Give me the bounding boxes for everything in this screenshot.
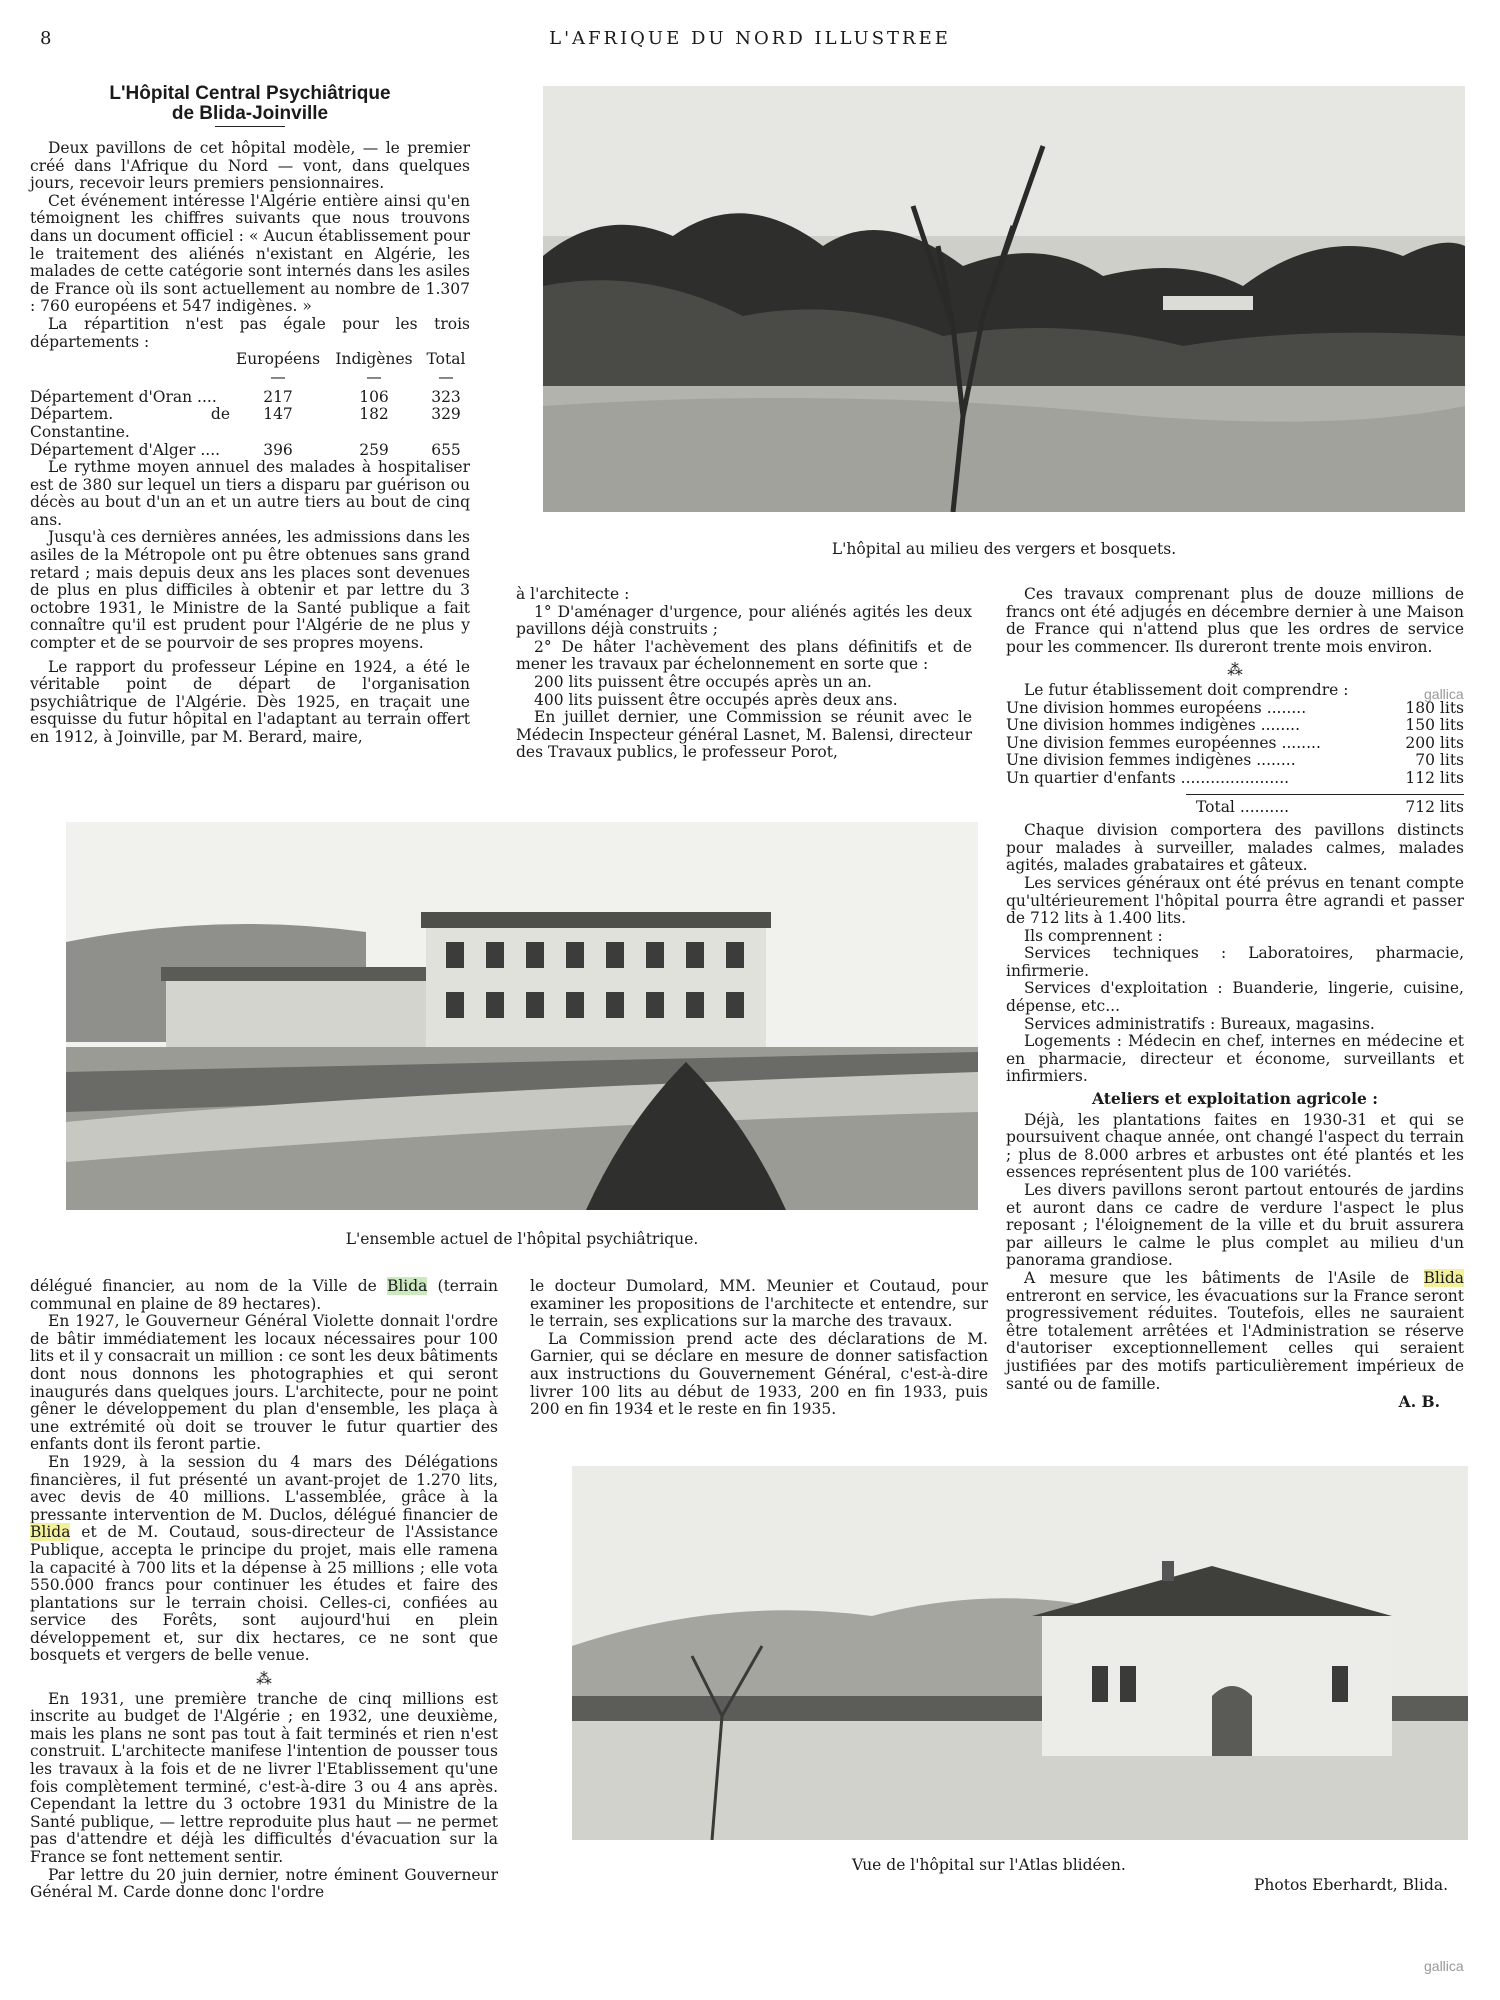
list-item <box>1006 752 1464 770</box>
list-item <box>1006 735 1464 753</box>
text-span: et de M. Coutaud, sous-directeur de l'Assistance Publique, accepta le principe du projet, mais elle ramena la capacité à 700 lits et la dépense à 25 millions ; elle vota 550.000 francs pour continuer les études et faire des plantations sur le terrain choisi. Celles-ci, confiées au service des Forêts, sont aujourd'hui en plein développement et, sur dix hectares, ce ne sont que bosquets et vergers de belle venue. <box>30 1523 498 1665</box>
signature: A. B. <box>1398 1392 1440 1412</box>
lits-total-value: 712 lits <box>1405 797 1464 816</box>
list-item <box>1006 700 1464 718</box>
lits-value: 150 lits <box>1405 716 1464 735</box>
highlight-blida: Blida <box>1423 1268 1464 1287</box>
title-rule <box>215 126 285 127</box>
photo-ensemble-image <box>66 822 978 1210</box>
table-row <box>30 406 470 441</box>
cell-total: 323 <box>431 387 461 406</box>
paragraph: La Commission prend acte des déclarations de M. Garnier, qui se déclare en mesure de donner satisfaction aux instructions du Gouvernement Général, c'est-à-dire livrer 100 lits au début de 1933, 200 en fin 1933, puis 200 en fin 1934 et le reste en fin 1935. <box>530 1329 988 1419</box>
paragraph: Les services généraux ont été prévus en tenant compte qu'ultérieurement l'hôpital pourra être agrandi et passer de 712 lits à 1.400 lits. <box>1006 873 1464 928</box>
lits-label: Une division femmes indigènes <box>1006 751 1252 770</box>
total-rule <box>1186 794 1464 795</box>
table-row <box>30 389 470 407</box>
paragraph: Chaque division comportera des pavillons distincts pour malades à surveiller, malades calmes, malades agités, malades grabataires et gâteux. <box>1006 821 1464 875</box>
cell-total: 329 <box>431 405 461 424</box>
stats-header-indigenes: Indigènes <box>335 350 413 369</box>
paragraph: Deux pavillons de cet hôpital modèle, — le premier créé dans l'Afrique du Nord — vont, dans quelques jours, recevoir leurs premiers pensionnaires. <box>30 139 470 193</box>
column-1-top <box>30 140 470 747</box>
paragraph: Le rapport du professeur Lépine en 1924, a été le véritable point de départ de l'organisation psychiâtrique de l'Algérie. Dès 1925, en traçait une esquisse du futur hôpital en l'adaptant au terrain offert en 1912, à Joinville, par M. Berard, maire, <box>30 657 470 746</box>
photo-caption: Vue de l'hôpital sur l'Atlas blidéen. <box>852 1856 1126 1874</box>
paragraph: Le futur établissement doit comprendre : <box>1024 680 1349 699</box>
article-title-line2: de Blida-Joinville <box>171 103 329 124</box>
paragraph <box>1006 1270 1464 1393</box>
paragraph: le docteur Dumolard, MM. Meunier et Coutaud, pour examiner les propositions de l'architecte et entendre, sur le terrain, ses explications sur la marche des travaux. <box>530 1277 988 1331</box>
row-label: Département d'Alger <box>30 440 196 459</box>
dash: — <box>270 367 286 386</box>
photo-orchards-image <box>543 86 1465 512</box>
dash: — <box>438 367 454 386</box>
cell-ind: 106 <box>359 387 389 406</box>
asterism: ⁂ <box>256 1670 272 1689</box>
column-3 <box>1006 586 1464 1411</box>
stats-header-row <box>30 351 470 369</box>
cell-ind: 259 <box>359 440 389 459</box>
list-item <box>1006 717 1464 735</box>
page-number: 8 <box>40 28 52 49</box>
journal-title: L'AFRIQUE DU NORD ILLUSTREE <box>549 28 951 49</box>
paragraph: à l'architecte : <box>516 585 630 603</box>
gallica-watermark: gallica <box>1424 686 1464 702</box>
lits-dots: ...................... <box>1180 768 1290 787</box>
paragraph: 1° D'aménager d'urgence, pour aliénés agités les deux pavillons déjà construits ; <box>516 602 972 639</box>
photo-atlas-image <box>572 1466 1468 1840</box>
row-dots: .... <box>197 387 217 406</box>
paragraph <box>30 1454 498 1665</box>
row-dots: .... <box>200 440 221 459</box>
list-item <box>1006 770 1464 788</box>
lits-dots: ........ <box>1256 751 1296 770</box>
stats-dash-row <box>30 369 470 389</box>
lits-dots: ........ <box>1281 733 1321 752</box>
paragraph: Services d'exploitation : Buanderie, lingerie, cuisine, dépense, etc... <box>1006 979 1464 1016</box>
paragraph: Cet événement intéresse l'Algérie entière ainsi qu'en témoignent les chiffres suivants que nous trouvons dans un document officiel : « Aucun établissement pour le traitement des aliénés n'existant en Algérie, les malades de cette catégorie sont internés dans les asiles de France où ils sont actuellement au nombre de 1.307 : 760 européens et 547 indigènes. » <box>30 191 470 316</box>
row-label: Département d'Oran <box>30 387 193 406</box>
text-span: entreront en service, les évacuations sur la France seront progressivement réduites. Toutefois, elles ne sauraient être totalement arrêtées et l'Administration se réserve d'autoriser exceptionnellement celles qui seraient justifiées par des motifs particulièrement impérieux de santé ou de famille. <box>1006 1286 1464 1393</box>
paragraph: Ces travaux comprenant plus de douze millions de francs ont été adjugés en décembre dernier à une Maison de France qui n'attend plus que les ordres de service pour les commencer. Ils dureront trente mois environ. <box>1006 585 1464 656</box>
section-heading: Ateliers et exploitation agricole : <box>1091 1089 1378 1109</box>
paragraph: En 1927, le Gouverneur Général Violette donnait l'ordre de bâtir immédiatement les locaux nécessaires pour 100 lits et il y consacrait un million : ce sont les deux bâtiments dont nous donnons les photographies et qui seront inaugurés dans quelques jours. L'architecte, pour ne point gêner le développement du plan d'ensemble, les plaça à une extrémité où doit se trouver le futur quartier des enfants dont ils feront partie. <box>30 1312 498 1454</box>
text-span: (terrain communal en plaine de 89 hectares). <box>30 1277 498 1313</box>
paragraph: 2° De hâter l'achèvement des plans définitifs et de mener les travaux par échelonnement en sorte que : <box>516 637 972 674</box>
lits-dots: ........ <box>1260 716 1301 735</box>
cell-eu: 147 <box>263 405 293 424</box>
photo-caption: L'ensemble actuel de l'hôpital psychiâtrique. <box>345 1230 699 1248</box>
cell-ind: 182 <box>359 405 389 424</box>
paragraph: Déjà, les plantations faites en 1930-31 et qui se poursuivent chaque année, ont changé l'aspect du terrain ; plus de 8.000 arbres et arbustes ont été plantés et les essences représentent plus de 100 variétés. <box>1006 1110 1464 1182</box>
lits-dots: ........ <box>1266 698 1307 717</box>
paragraph: Logements : Médecin en chef, internes en médecine et en pharmacie, directeur et économe, surveillants et infirmiers. <box>1006 1032 1464 1086</box>
stats-header-europeens: Européens <box>235 350 321 369</box>
photo-ensemble <box>66 822 978 1210</box>
lits-dots: .......... <box>1239 797 1290 816</box>
paragraph: Par lettre du 20 juin dernier, notre éminent Gouverneur Général M. Carde donne donc l'ordre <box>30 1865 498 1902</box>
lits-value: 200 lits <box>1405 733 1464 752</box>
lits-label: Une division hommes européens <box>1006 698 1262 717</box>
lits-value: 180 lits <box>1405 698 1464 717</box>
cell-total: 655 <box>431 440 461 459</box>
paragraph: Jusqu'à ces dernières années, les admissions dans les asiles de la Métropole ont pu être obtenues sans grand retard ; mais depuis deux ans les places sont devenues de plus en plus difficiles à obtenir et par lettre du 3 octobre 1931, le Ministre de la Santé publique a fait connaître qu'il est prudent pour l'Algérie de ne plus y compter et de se pourvoir de ses propres moyens. <box>30 528 470 653</box>
paragraph: La répartition n'est pas égale pour les trois départements : <box>30 314 470 351</box>
text-span: A mesure que les bâtiments de l'Asile de <box>1024 1268 1424 1287</box>
paragraph: En juillet dernier, une Commission se réunit avec le Médecin Inspecteur général Lasnet, M. Balensi, directeur des Travaux publics, le professeur Porot, <box>516 708 972 762</box>
row-label: Départem. de Constantine. <box>30 405 230 441</box>
lits-total-label: Total <box>1196 797 1235 816</box>
photo-orchards <box>543 86 1465 512</box>
dash: — <box>366 367 382 386</box>
paragraph: Ils comprennent : <box>1024 926 1163 945</box>
column-2-bottom <box>530 1278 988 1419</box>
column-1-bottom <box>30 1278 498 1902</box>
paragraph: Le rythme moyen annuel des malades à hospitaliser est de 380 sur lequel un tiers a disparu par guérison ou décès au bout d'un an et un autre tiers au bout de cinq ans. <box>30 458 470 529</box>
lits-list <box>1006 700 1464 817</box>
paragraph: En 1931, une première tranche de cinq millions est inscrite au budget de l'Algérie ; en 1932, une deuxième, mais les plans ne sont pas tout à fait terminés et rien n'est construit. L'architecte manifese l'intention de pousser tous les travaux à la fois et de ne livrer l'Etablissement qu'une fois complètement terminé, c'est-à-dire 3 ou 4 ans après. Cependant la lettre du 3 octobre 1931 du Ministre de la Santé publique, — lettre reproduite plus haut — ne permet pas d'attendre et déjà les difficultés d'évacuation sur la France se font nettement sentir. <box>30 1689 498 1866</box>
cell-eu: 396 <box>263 440 293 459</box>
paragraph: 200 lits puissent être occupés après un an. <box>534 672 872 691</box>
article-title <box>30 84 470 127</box>
article-title-line1: L'Hôpital Central Psychiâtrique <box>109 83 391 104</box>
asterism: ⁂ <box>1227 661 1243 680</box>
lits-label: Une division femmes européennes <box>1006 733 1277 752</box>
lits-value: 70 lits <box>1415 751 1464 770</box>
text-span: En 1929, à la session du 4 mars des Délégations financières, il fut présenté un avant-projet de 1.270 lits, avec devis de 40 millions. L'assemblée, grâce à la pressante intervention de M. Duclos, délégué financier de <box>30 1452 498 1524</box>
lits-value: 112 lits <box>1405 768 1464 787</box>
paragraph: Services administratifs : Bureaux, magasins. <box>1024 1014 1375 1033</box>
paragraph: Services techniques : Laboratoires, pharmacie, infirmerie. <box>1006 944 1464 980</box>
highlight-blida: Blida <box>30 1523 71 1542</box>
paragraph: 400 lits puissent être occupés après deux ans. <box>534 690 898 709</box>
text-span: délégué financier, au nom de la Ville de <box>30 1277 387 1295</box>
table-row <box>30 442 470 460</box>
paragraph: Les divers pavillons seront partout entourés de jardins et auront dans ce cadre de verdure l'aspect le plus reposant ; l'éloignement de la ville et du bruit assurera par ailleurs le calme le plus complet au milieu d'un panorama grandiose. <box>1006 1181 1464 1270</box>
paragraph <box>30 1278 498 1313</box>
gallica-watermark: gallica <box>1424 1958 1464 1974</box>
lits-total-row <box>1006 799 1464 817</box>
stats-header-total: Total <box>426 350 466 369</box>
cell-eu: 217 <box>263 387 293 406</box>
photo-caption: L'hôpital au milieu des vergers et bosquets. <box>831 540 1177 558</box>
column-2-top <box>516 586 972 762</box>
lits-label: Un quartier d'enfants <box>1006 768 1176 787</box>
stats-table <box>30 351 470 459</box>
highlight-blida: Blida <box>386 1277 428 1295</box>
photo-atlas <box>572 1466 1468 1840</box>
lits-label: Une division hommes indigènes <box>1006 716 1256 735</box>
photo-credit: Photos Eberhardt, Blida. <box>1254 1876 1449 1894</box>
